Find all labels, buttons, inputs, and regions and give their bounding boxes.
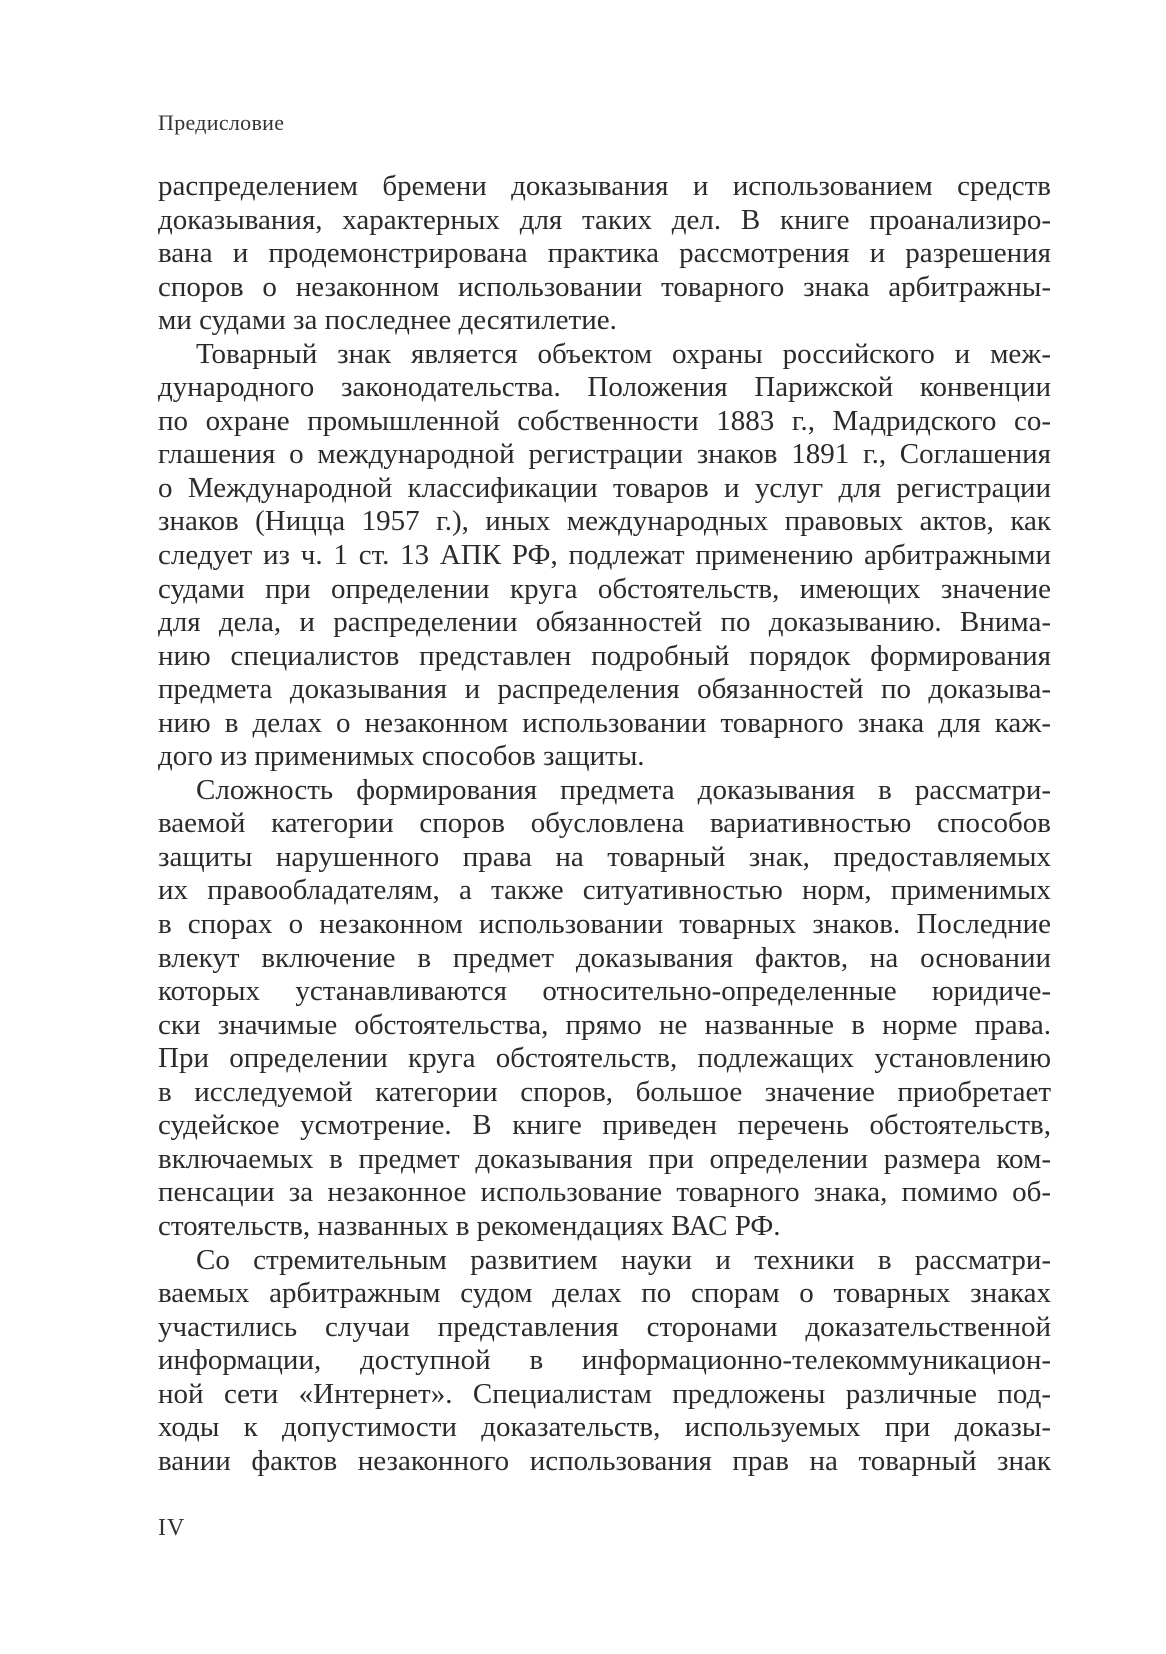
paragraph-1 — [158, 170, 1051, 338]
text-line: в исследуемой категории споров, большое значение приобретает — [158, 1075, 1051, 1108]
text-line: информации, доступной в информационно-телекоммуникацион- — [158, 1344, 1051, 1377]
text-line: в спорах о незаконном использовании товарных знаков. Последние — [158, 908, 1051, 941]
text-line: участились случаи представления сторонами доказательственной — [158, 1310, 1051, 1343]
text-line: ски значимые обстоятельства, прямо не названные в норме права. — [158, 1008, 1051, 1041]
text-line: Сложность формирования предмета доказывания в рассматри- — [196, 773, 1051, 806]
text-line: предмета доказывания и распределения обязанностей по доказыва- — [158, 673, 1051, 706]
text-line: споров о незаконном использовании товарного знака арбитражны- — [158, 270, 1051, 303]
text-line: ми судами за последнее десятилетие. — [158, 304, 617, 337]
text-line: которых устанавливаются относительно-определенные юридиче- — [158, 975, 1051, 1008]
paragraph-4 — [158, 1244, 1051, 1479]
text-line: нию в делах о незаконном использовании товарного знака для каж- — [158, 706, 1051, 739]
text-line: ваемой категории споров обусловлена вариативностью способов — [158, 807, 1051, 840]
text-line: распределением бремени доказывания и использованием средств — [158, 170, 1051, 202]
text-line: их правообладателям, а также ситуативностью норм, применимых — [158, 874, 1051, 907]
text-line: ходы к допустимости доказательств, используемых при доказы- — [158, 1411, 1051, 1444]
text-line: судами при определении круга обстоятельств, имеющих значение — [158, 572, 1051, 605]
page-number: IV — [158, 1515, 186, 1541]
text-line: доказывания, характерных для таких дел. В книге проанализиро- — [158, 203, 1051, 236]
text-line: следует из ч. 1 ст. 13 АПК РФ, подлежат применению арбитражными — [158, 539, 1051, 572]
text-line: стоятельств, названных в рекомендациях ВАС РФ. — [158, 1209, 781, 1242]
running-title: Предисловие — [158, 110, 285, 135]
text-line: защиты нарушенного права на товарный знак, предоставляемых — [158, 840, 1051, 873]
text-line: включаемых в предмет доказывания при определении размера ком- — [158, 1142, 1051, 1175]
text-line: для дела, и распределении обязанностей по доказыванию. Внима- — [158, 606, 1051, 639]
paragraph-2 — [158, 338, 1051, 774]
body-text — [158, 170, 1051, 1478]
paragraph-3 — [158, 774, 1051, 1244]
text-line: Товарный знак является объектом охраны российского и меж- — [196, 337, 1051, 370]
text-line: знаков (Ницца 1957 г.), иных международных правовых актов, как — [158, 505, 1051, 538]
text-line: влекут включение в предмет доказывания фактов, на основании — [158, 941, 1051, 974]
text-line: пенсации за незаконное использование товарного знака, помимо об- — [158, 1176, 1051, 1209]
text-line: вана и продемонстрирована практика рассмотрения и разрешения — [158, 237, 1051, 270]
text-line: о Международной классификации товаров и услуг для регистрации — [158, 471, 1051, 504]
text-line: вании фактов незаконного использования прав на товарный знак — [158, 1444, 1051, 1477]
text-line: ной сети «Интернет». Специалистам предложены различные под- — [158, 1377, 1051, 1410]
text-line: судейское усмотрение. В книге приведен перечень обстоятельств, — [158, 1109, 1051, 1142]
text-line: по охране промышленной собственности 1883 г., Мадридского со- — [158, 404, 1051, 437]
text-line: ваемых арбитражным судом делах по спорам о товарных знаках — [158, 1277, 1051, 1310]
text-line: При определении круга обстоятельств, подлежащих установлению — [158, 1042, 1051, 1075]
text-line: дународного законодательства. Положения Парижской конвенции — [158, 371, 1051, 404]
text-line: дого из применимых способов защиты. — [158, 740, 645, 773]
text-line: глашения о международной регистрации знаков 1891 г., Соглашения — [158, 438, 1051, 471]
text-line: нию специалистов представлен подробный порядок формирования — [158, 639, 1051, 672]
text-line: Со стремительным развитием науки и техники в рассматри- — [196, 1243, 1051, 1276]
